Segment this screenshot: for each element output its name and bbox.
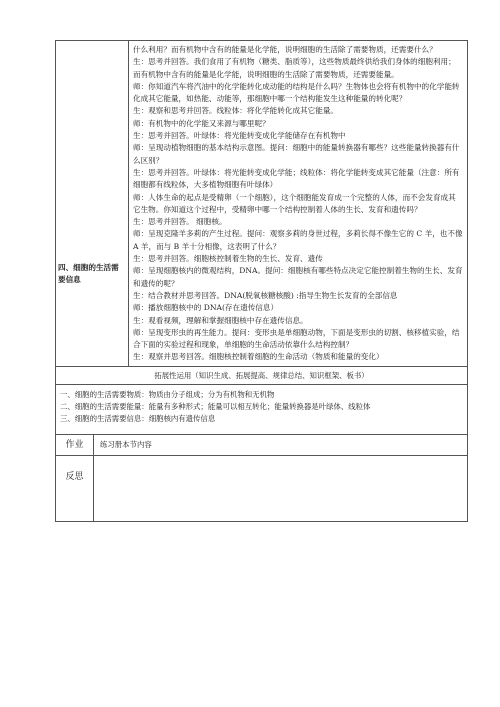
lesson-plan-table (55, 40, 468, 522)
summary-line: 一、细胞的生活需要物质：物质由分子组成；分为有机物和无机物 (60, 389, 275, 399)
paragraph: 生：观察和思考并回答。线粒体：将化学能转化成其它能量。 (133, 106, 339, 116)
summary-row (56, 384, 468, 434)
paragraph: 生：思考并回答。叶绿体：将光能转变成化学能；线粒体：将化学能转变成其它能量（注意：所有细胞都有线粒体，大多植物细胞有叶绿体） (133, 167, 460, 190)
section-content (129, 41, 468, 367)
paragraph: 师：呈现动植物细胞的基本结构示意图。提问：细胞中的能量转换器有哪些？这些能量转换器有什么区别？ (133, 143, 460, 165)
paragraph: 生：思考并回答。叶绿体：将光能转变成化学能储存在有机物中 (133, 131, 346, 141)
summary-line: 二、细胞的生活需要能量：能量有多种形式；能量可以相互转化；能量转换器是叶绿体、线粒体 (60, 401, 371, 411)
paragraph: 什么利用？而有机物中含有的能量是化学能，说明细胞的生活除了需要物质，还需要什么？ (133, 45, 437, 54)
paragraph: 师：有机物中的化学能又来源与哪里呢？ (133, 118, 270, 128)
paragraph: 师：播放细胞核中的 DNA(存在遗传信息） (133, 303, 279, 313)
paragraph: 师：人体生命的起点是受精卵（一个细胞），这个细胞能发育成一个完整的人体，而不会发育成其它生物。你知道这个过程中，受精卵中哪一个结构控制着人体的生长、发育和遗传吗？ (133, 192, 456, 214)
extension-row (56, 366, 468, 384)
summary-cell (56, 384, 468, 434)
paragraph: 生：思考并回答。 细胞核。 (133, 217, 227, 227)
paragraph: 师：你知道汽车将汽油中的化学能转化成动能的结构是什么吗？生物体也会将有机物中的化学能转化成其它能量，如热能、动能等，那细胞中哪一个结构能发生这种能量的转化呢？ (133, 81, 460, 104)
paragraph: 生：观看视频，理解和掌握细胞核中存在遗传信息。 (133, 315, 308, 325)
paragraph: 生：观察并思考回答。细胞核控制着细胞的生命活动（物质和能量的变化） (133, 352, 384, 362)
paragraph: 生：思考并回答。我们食用了有机物（糖类、脂质等），这些物质最终供给我们身体的细胞利用；而有机物中含有的能量是化学能，说明细胞的生活除了需要物质，还需要能量。 (133, 57, 456, 79)
paragraph: 师：呈现变形虫的再生能力。提问：变形虫是单细胞动物，下面是变形虫的切割、核移植实验，结合下面的实验过程和现象，单细胞的生命活动依靠什么结构控制？ (133, 327, 460, 350)
reflection-content (94, 455, 468, 521)
section-label: 四、细胞的生活需要信息 (56, 41, 129, 367)
paragraph: 师：呈现细胞核内的微观结构，DNA。提问：细胞核有哪些特点决定它能控制着生物的生长、发育和遗传的呢？ (133, 266, 463, 288)
homework-content: 练习册本节内容 (94, 434, 468, 455)
reflection-label: 反思 (56, 455, 94, 521)
summary-line: 三、细胞的生活需要信息：细胞核内有遗传信息 (60, 414, 216, 424)
paragraph: 师：呈现克隆羊多莉的产生过程。提问：观察多莉的身世过程，多莉长得不像生它的 C 羊，也不像 A 羊，而与 B 羊十分相像，这表明了什么？ (133, 229, 463, 251)
section-row (56, 41, 468, 367)
paragraph: 生：结合教材并思考回答。DNA(脱氧核糖核酸) :指导生物生长发育的全部信息 (133, 290, 398, 300)
homework-row (56, 434, 468, 455)
paragraph: 生：思考并回答。细胞核控制着生物的生长、发育、遗传 (133, 254, 323, 264)
lesson-plan-page (55, 40, 467, 522)
reflection-row (56, 455, 468, 521)
extension-heading: 拓展性运用（知识生成、拓展提高、规律总结、知识框架、板书） (56, 366, 468, 384)
homework-label: 作业 (56, 434, 94, 455)
